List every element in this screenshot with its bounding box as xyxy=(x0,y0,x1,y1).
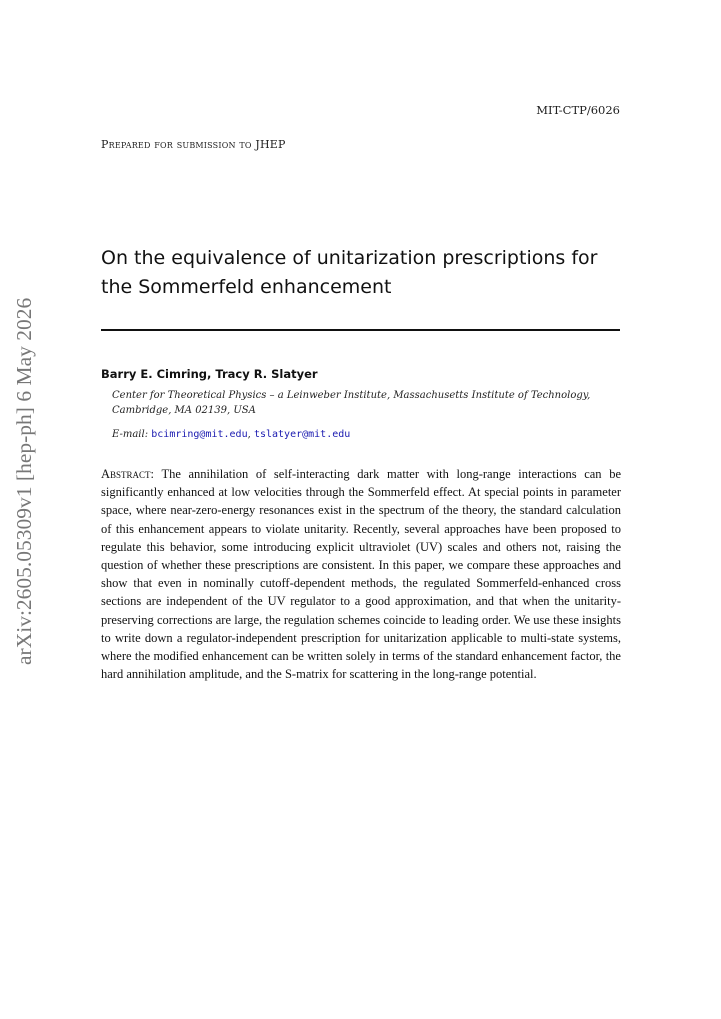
email-separator: , xyxy=(247,429,254,440)
paper-title: On the equivalence of unitarization prescriptions for the Sommerfeld enhancement xyxy=(101,247,598,298)
abstract xyxy=(101,465,621,683)
email-link-slatyer[interactable]: tslatyer@mit.edu xyxy=(253,429,351,440)
affiliation: Center for Theoretical Physics – a Leinweber Institute, Massachusetts Institute of Technology, Cambridge, MA 02139, USA xyxy=(112,390,591,416)
abstract-heading: Abstract: xyxy=(101,467,155,481)
abstract-body: The annihilation of self-interacting dark matter with long-range interactions can be significantly enhanced at low velocities through the Sommerfeld effect. At special points in parameter space, where near-zero-energy resonances exist in the spectrum of the theory, the standard calculation of this enhancement appears to violate unitarity. Recently, several approaches have been proposed to regulate this behavior, some introducing explicit ultraviolet (UV) scales and others not, raising the question of whether these prescriptions are consistent. In this paper, we compare these approaches and show that even in nominally cutoff-dependent methods, the regulated Sommerfeld-enhanced cross sections are independent of the UV regulator to a good approximation, and that when the unitarity-preserving corrections are large, the regulation schemes coincide to leading order. We use these insights to write down a regulator-independent prescription for unitarization applicable to multi-state systems, where the modified enhancement can be written solely in terms of the standard enhancement factor, the hard annihilation amplitude, and the S-matrix for scattering in the long-range potential. xyxy=(101,467,621,682)
email-label: E-mail: xyxy=(112,429,149,440)
author-list: Barry E. Cimring, Tracy R. Slatyer xyxy=(101,367,318,381)
email-link-cimring[interactable]: bcimring@mit.edu xyxy=(151,429,248,440)
arxiv-identifier[interactable]: arXiv:2605.05309v1 [hep-ph] 6 May 2026 xyxy=(12,297,36,665)
submission-note: Prepared for submission to JHEP xyxy=(101,138,286,151)
title-rule xyxy=(101,329,620,331)
email-line xyxy=(112,429,350,440)
preprint-number: MIT-CTP/6026 xyxy=(536,103,620,117)
